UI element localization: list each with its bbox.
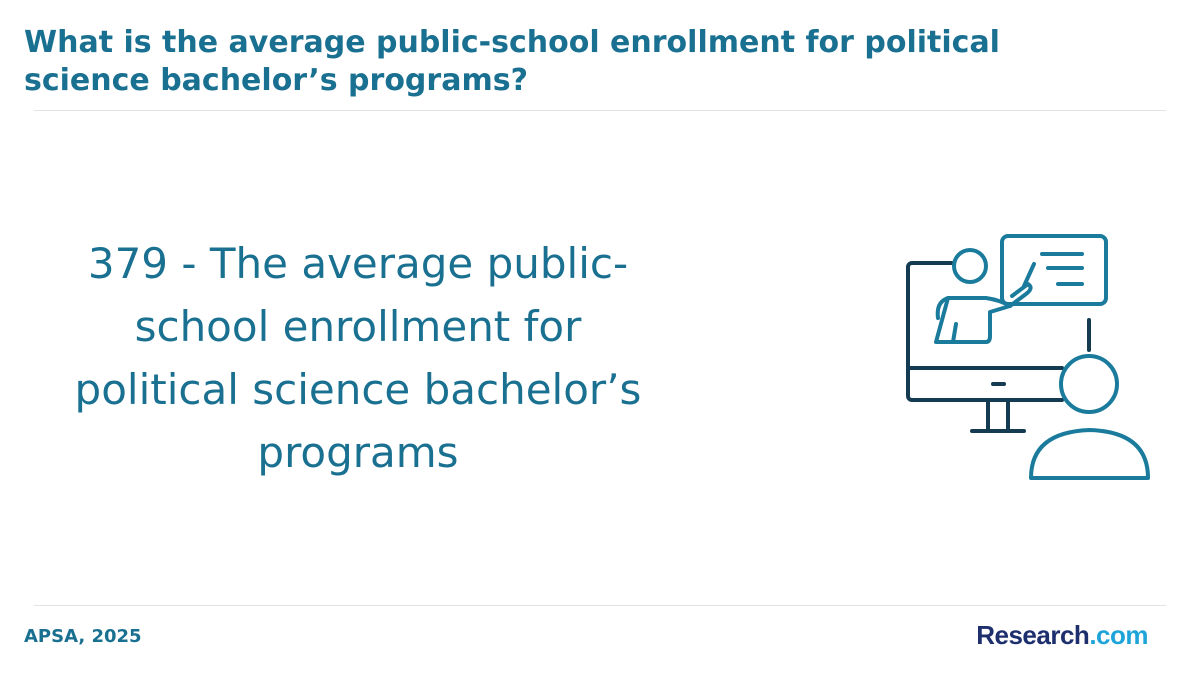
presenter-head bbox=[954, 250, 986, 282]
learner-head bbox=[1061, 356, 1117, 412]
online-teaching-icon bbox=[900, 230, 1160, 490]
source-label: APSA, 2025 bbox=[24, 626, 142, 647]
bottom-divider bbox=[34, 605, 1166, 606]
stat-text: 379 - The average public-school enrollment for political science bachelor’s programs bbox=[74, 239, 642, 477]
brand-main: Research bbox=[976, 620, 1090, 650]
presenter-arm-line bbox=[953, 324, 956, 342]
presenter-torso bbox=[936, 298, 1010, 342]
brand-suffix: .com bbox=[1089, 620, 1148, 650]
brand-logo bbox=[976, 620, 1148, 651]
page-title: What is the average public-school enrollment for political science bachelor’s programs? bbox=[24, 25, 1000, 98]
monitor-frame bbox=[908, 263, 1062, 400]
learner-body bbox=[1031, 430, 1148, 478]
presenter-body bbox=[938, 284, 1031, 318]
top-divider bbox=[34, 110, 1166, 111]
